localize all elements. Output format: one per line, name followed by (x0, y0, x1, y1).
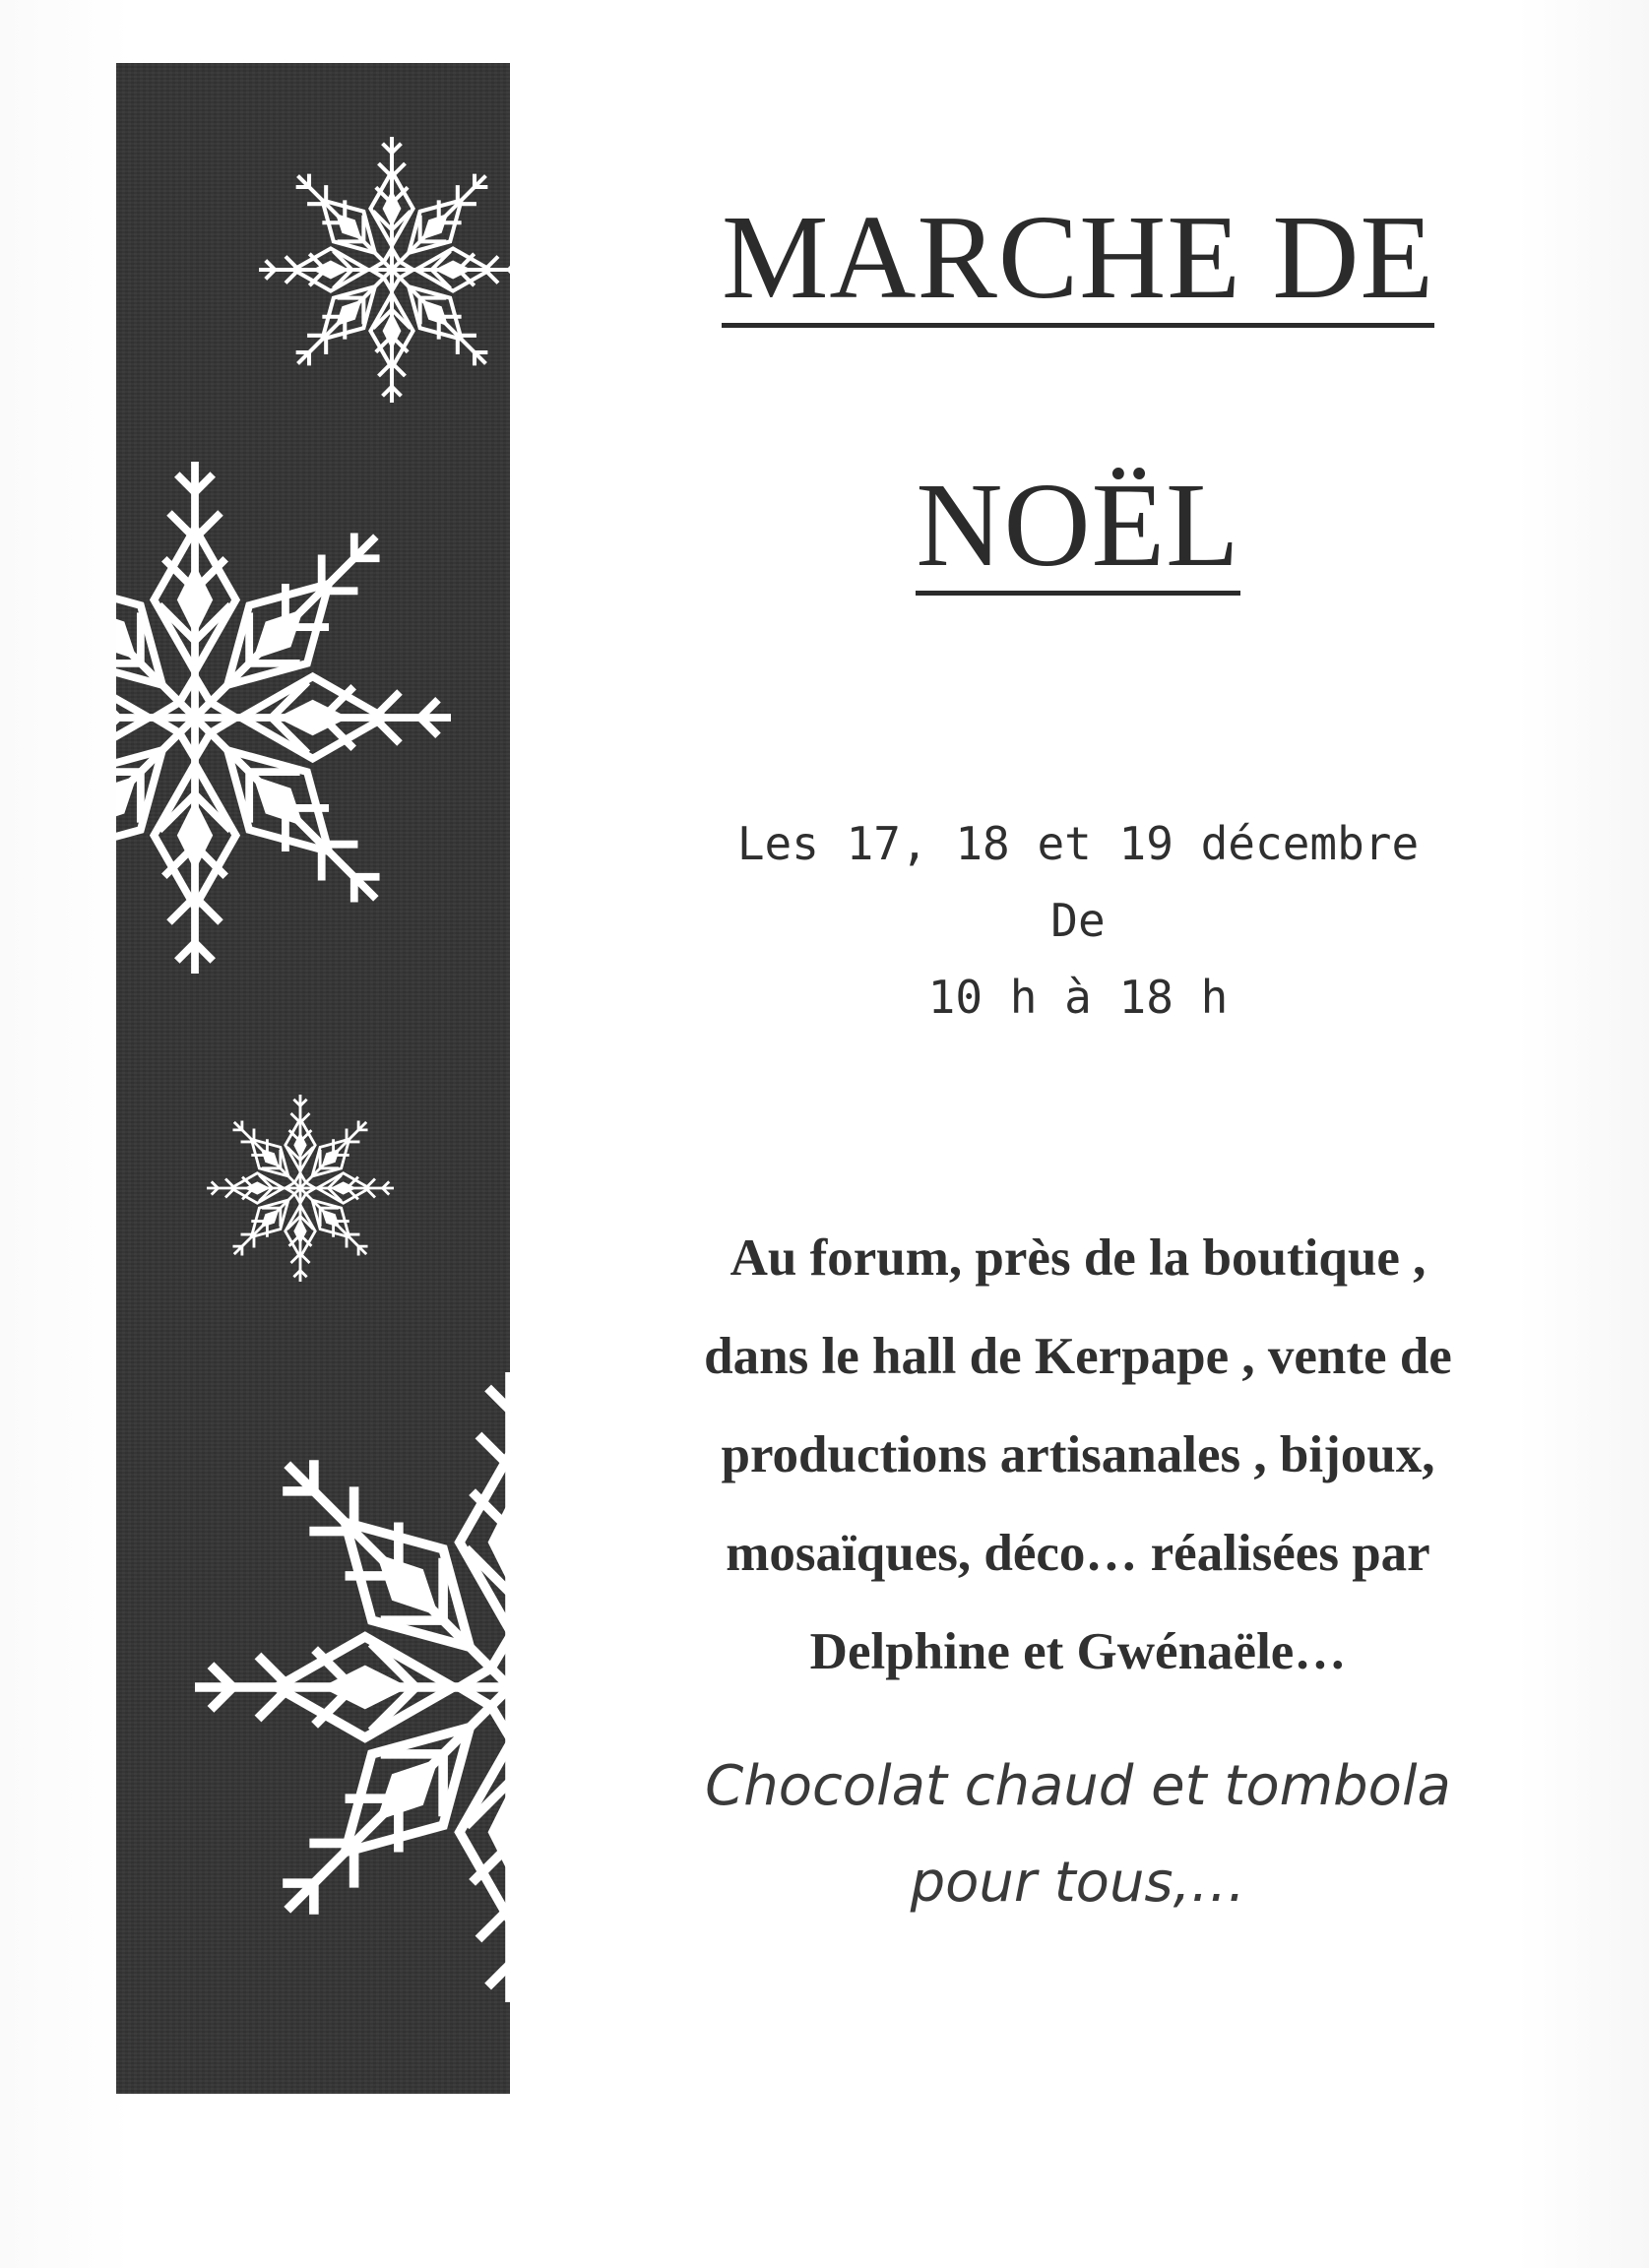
closing-line: pour tous,… (910, 1851, 1246, 1915)
event-dates (610, 805, 1546, 1036)
description-line: mosaïques, déco… réalisées par (726, 1525, 1430, 1582)
snowflake-icon (259, 137, 510, 403)
poster-title-line1 (571, 191, 1585, 328)
event-description (610, 1209, 1546, 1701)
hours-line: 10 h à 18 h (927, 971, 1229, 1024)
description-line: Delphine et Gwénaële… (809, 1623, 1347, 1680)
description-line: dans le hall de Kerpape , vente de (704, 1328, 1452, 1385)
snowflake-icon (207, 1095, 394, 1282)
poster-title-line2 (571, 459, 1585, 596)
title-text-2: NOËL (916, 463, 1239, 596)
description-line: Au forum, près de la boutique , (729, 1229, 1427, 1287)
description-line: productions artisanales , bijoux, (721, 1426, 1435, 1483)
snowflake-icon (195, 1372, 510, 2002)
dates-line: De (1050, 894, 1106, 947)
closing-line: Chocolat chaud et tombola (705, 1754, 1451, 1818)
decorative-side-band (116, 63, 510, 2094)
closing-message (610, 1738, 1546, 1931)
snowflake-pattern (116, 63, 510, 2094)
dates-line: Les 17, 18 et 19 décembre (736, 817, 1420, 870)
snowflake-icon (116, 462, 451, 974)
faint-scan-line (610, 1721, 847, 1727)
title-text-1: MARCHE DE (722, 195, 1434, 328)
